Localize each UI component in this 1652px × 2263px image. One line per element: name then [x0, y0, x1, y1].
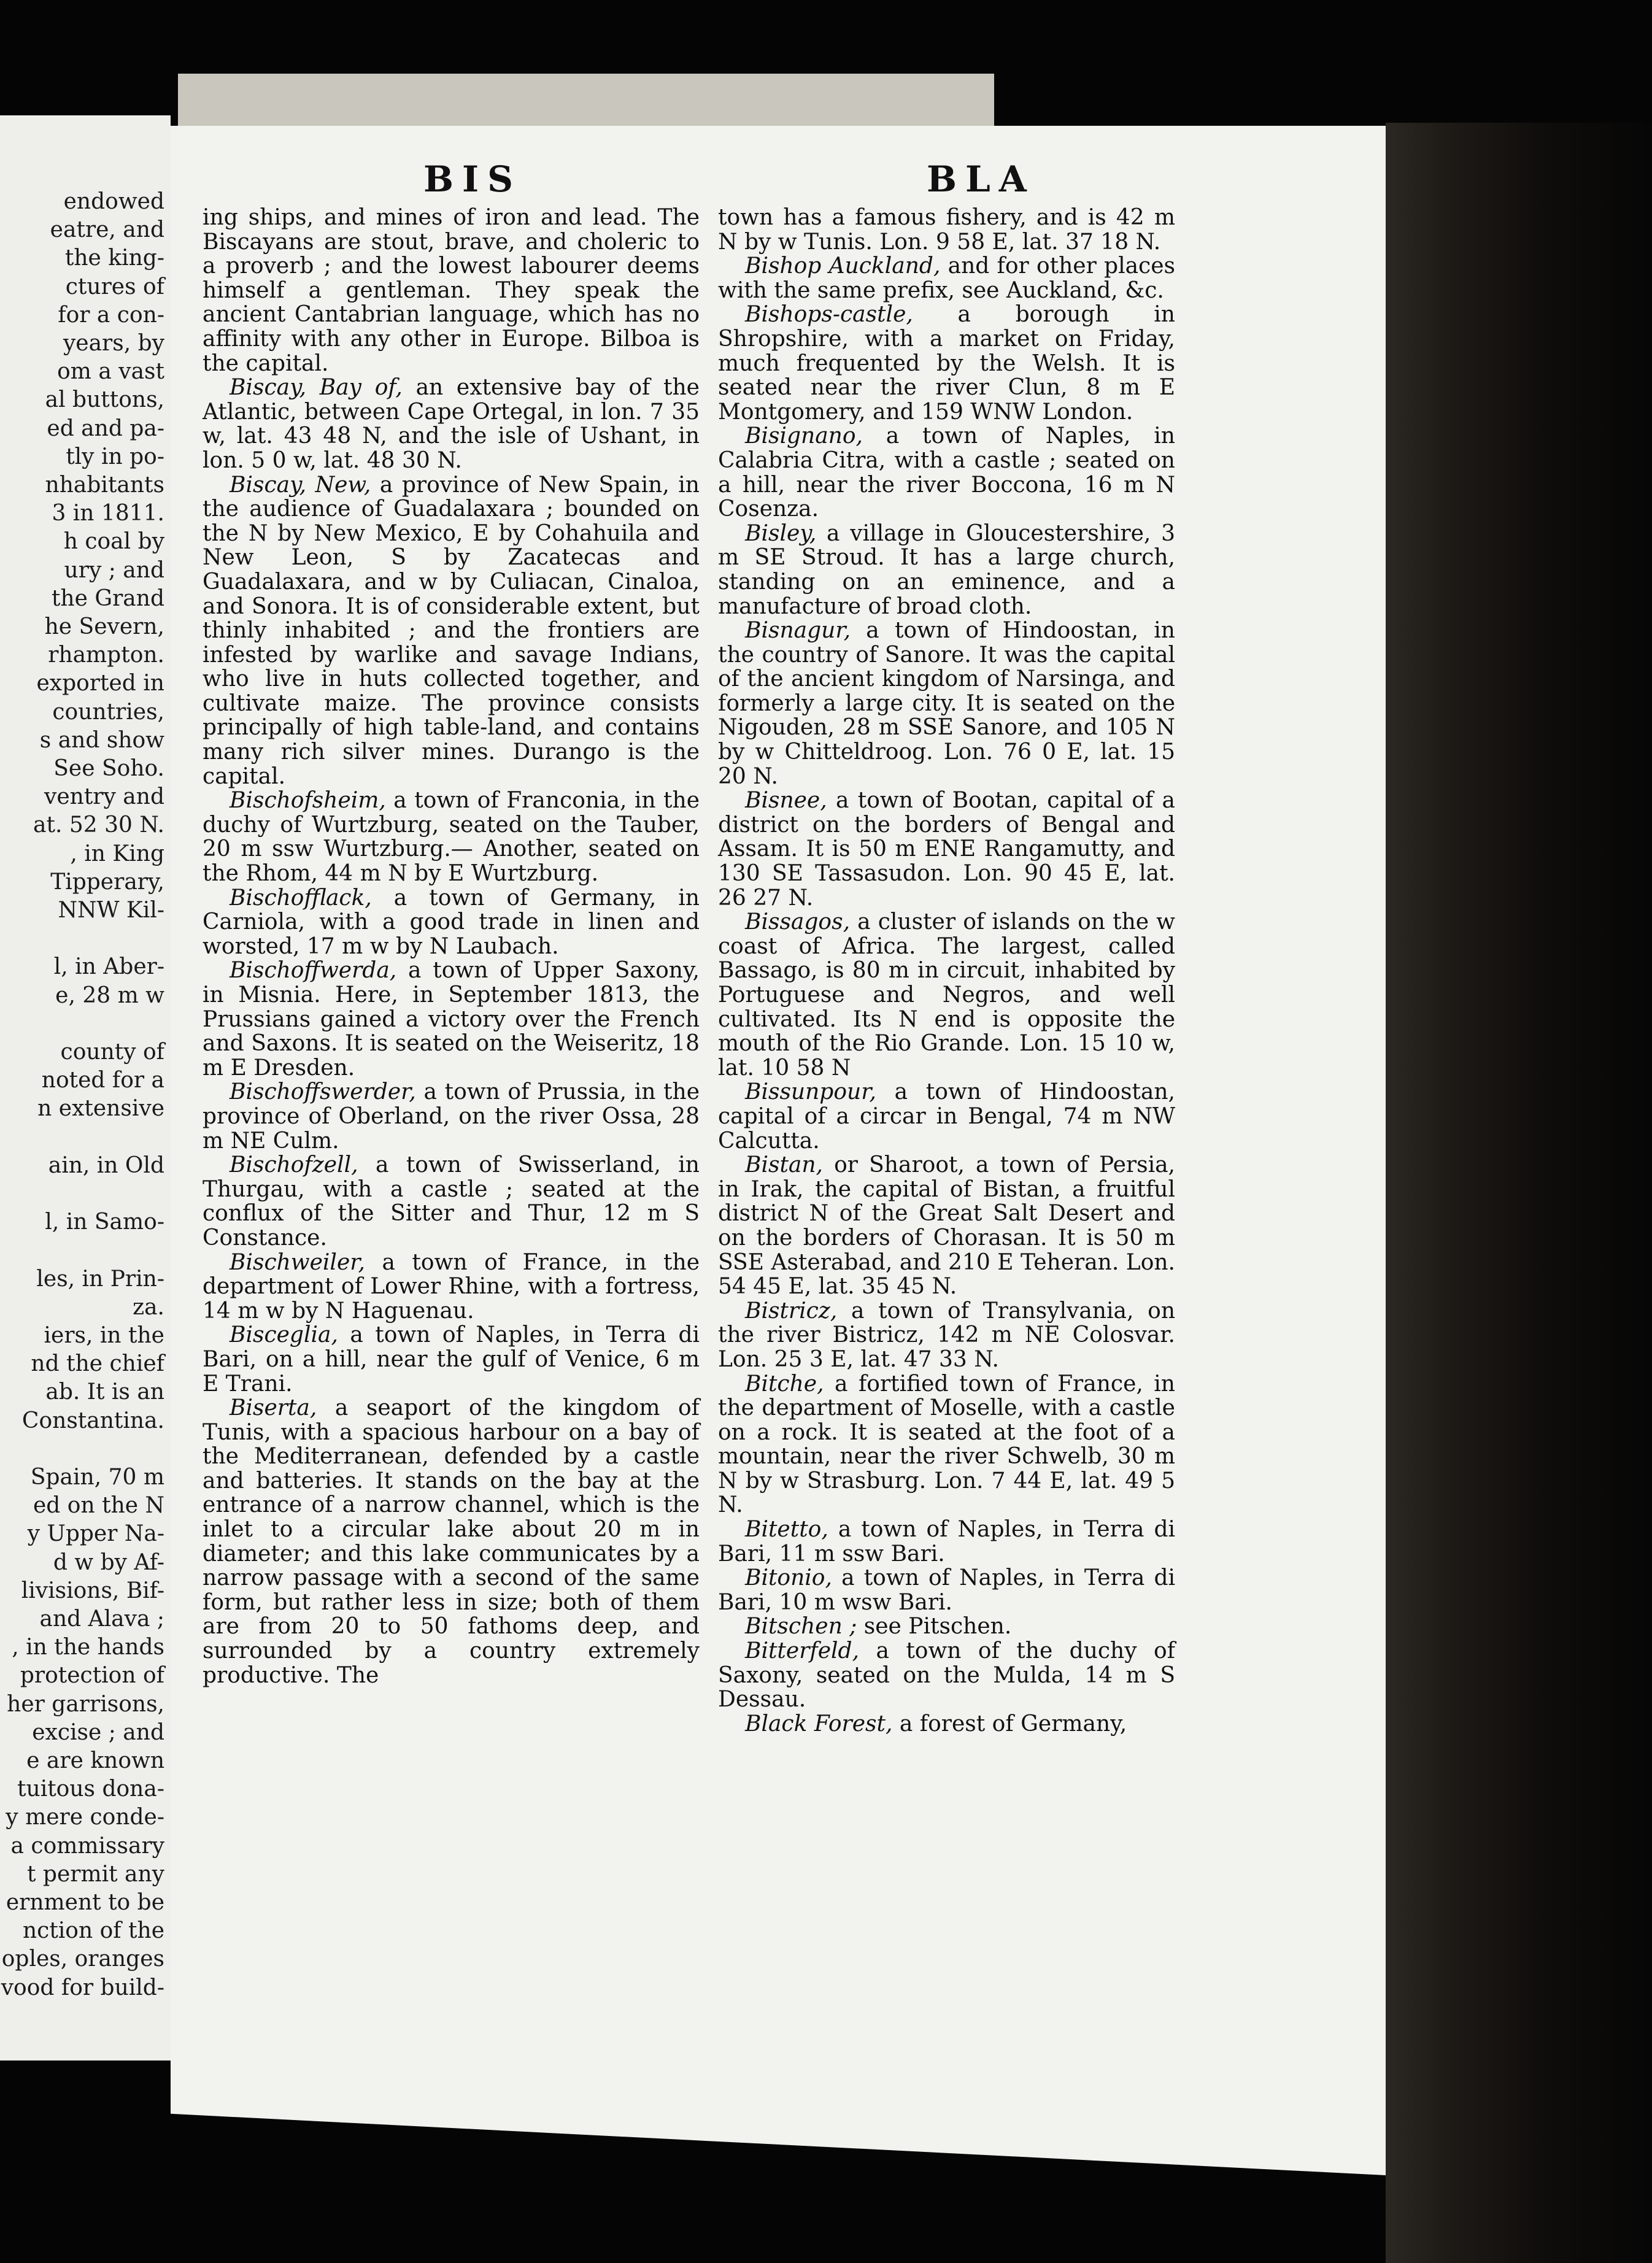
entry-text: and for other places with the same prefix, see Auckland, &c. — [718, 253, 1175, 303]
entry-headword: Bischweiler, — [230, 1249, 365, 1275]
left-page-line: s and show — [39, 727, 164, 753]
left-page-line: za. — [133, 1294, 164, 1320]
entry-text: a town of Naples, in Terra di Bari, 11 m ssw Bari. — [718, 1517, 1175, 1567]
entry-text: a forest of Germany, — [892, 1711, 1127, 1737]
entry-text: a town of the duchy of Saxony, seated on the Mulda, 14 m S Dessau. — [718, 1638, 1175, 1713]
left-page-line: e are known — [26, 1748, 164, 1773]
entry — [718, 1566, 1175, 1614]
left-page-line: nction of the — [22, 1918, 164, 1944]
entry-text: a town of France, in the department of Lower Rhine, with a fortress, 14 m w by N Haguenau. — [203, 1249, 700, 1324]
entry — [203, 886, 700, 959]
left-page-line: ury ; and — [64, 557, 164, 583]
entry-headword: Biscay, New, — [230, 472, 371, 498]
entry-text: a borough in Shropshire, with a market on Friday, much frequented by the Welsh. It is seated near the river Clun, 8 m E Montgomery, and 159 WNW London. — [718, 302, 1175, 425]
entry-headword: Bisnagur, — [745, 618, 851, 644]
entry-text: a town of Upper Saxony, in Misnia. Here, in September 1813, the Prussians gained a victory over the French and Saxons. It is seated on the Weiseritz, 18 m E Dresden. — [203, 958, 700, 1081]
entry-text: a town of Naples, in Calabria Citra, with a castle ; seated on a hill, near the river Boccona, 16 m N Cosenza. — [718, 423, 1175, 522]
entry-headword: Biscay, Bay of, — [230, 375, 403, 401]
entry — [203, 788, 700, 885]
left-page-line: tuitous dona- — [17, 1776, 164, 1802]
left-page-line: Tipperary, — [50, 869, 164, 895]
left-page-line: t permit any — [26, 1861, 164, 1887]
entry-text: or Sharoot, a town of Persia, in Irak, the capital of Bistan, a fruitful district N of the Great Salt Desert and on the borders of Chorasan. It is 50 m SSE Asterabad, and 210 E Teheran. Lon. 54 45 E, lat. 35 45 N. — [718, 1152, 1175, 1300]
entry — [203, 1323, 700, 1396]
left-page-line: iers, in the — [44, 1323, 164, 1348]
left-page-line: county of — [60, 1039, 164, 1065]
entry — [718, 1614, 1175, 1639]
entry — [203, 473, 700, 789]
entry-text: a town of Prussia, in the province of Oberland, on the river Ossa, 28 m NE Culm. — [203, 1079, 700, 1154]
left-page-line: y mere conde- — [6, 1805, 164, 1830]
entry-text: a town of Hindoostan, in the country of Sanore. It was the capital of the ancient kingdom of Narsinga, and formerly a large city. It is seated on the Nigouden, 28 m SSE Sanore, and 105 N by w Chitteldroog. Lon. 76 0 E, lat. 15 20 N. — [718, 618, 1175, 789]
entry-headword: Bishops-castle, — [745, 302, 913, 328]
left-page-line: Spain, 70 m — [30, 1465, 164, 1490]
entry — [203, 376, 700, 472]
entry-headword: Bischoffswerder, — [230, 1079, 416, 1105]
entry-headword: Bissagos, — [745, 909, 851, 935]
entry-text: a town of Naples, in Terra di Bari, on a hill, near the gulf of Venice, 6 m E Trani. — [203, 1322, 700, 1397]
entry-headword: Black Forest, — [745, 1711, 893, 1737]
left-page-line: protection of — [20, 1663, 164, 1689]
left-page-line: and Alava ; — [39, 1606, 164, 1632]
entry-text: a town of Franconia, in the duchy of Wurtzburg, seated on the Tauber, 20 m ssw Wurtzburg.— Another, seated on the Rhom, 44 m N by E Wurtzburg. — [203, 788, 700, 887]
left-page-line: tly in po- — [66, 444, 164, 469]
left-page-line: , in King — [70, 841, 164, 866]
left-page-line: ed on the N — [33, 1493, 164, 1519]
left-page-line: nhabitants — [45, 472, 164, 498]
entry — [718, 1712, 1175, 1737]
left-page-line: livisions, Bif- — [21, 1578, 164, 1603]
left-page-line: at. 52 30 N. — [33, 812, 164, 838]
entry — [203, 1153, 700, 1250]
entry-headword: Biserta, — [230, 1395, 317, 1421]
left-page-line: ed and pa- — [47, 415, 164, 441]
entry — [718, 206, 1175, 254]
left-page-line: years, by — [63, 331, 164, 356]
entry-text: a town of Transylvania, on the river Bistricz, 142 m NE Colosvar. Lon. 25 3 E, lat. 47 33 N. — [718, 1298, 1175, 1372]
entry-text: a town of Swisserland, in Thurgau, with a castle ; seated at the conflux of the Sitter and Thur, 12 m S Constance. — [203, 1152, 700, 1251]
left-page-line: rhampton. — [48, 642, 164, 668]
left-page-line: the king- — [64, 245, 164, 271]
entry-headword: Bisceglia, — [230, 1322, 338, 1348]
left-page-line: les, in Prin- — [36, 1266, 164, 1292]
entry-headword: Bisignano, — [745, 423, 863, 449]
entry-text: a province of New Spain, in the audience of Guadalaxara ; bounded on the N by New Mexico, E by Cohahuila and New Leon, S by Zacatecas and Guadalaxara, and w by Culiacan, Cinaloa, and Sonora. It is of considerable extent, but thinly inhabited ; and the frontiers are infested by warlike and savage Indians, who live in huts collected together, and cultivate maize. The province consists principally of high table-land, and contains many rich silver mines. Durango is the capital. — [203, 472, 700, 789]
left-page-line: ab. It is an — [45, 1379, 164, 1405]
entry-headword: Bischofflack, — [230, 885, 372, 911]
entry-text: a town of Bootan, capital of a district on the borders of Bengal and Assam. It is 50 m ENE Rangamutty, and 130 SE Tassasudon. Lon. 90 45 E, lat. 26 27 N. — [718, 788, 1175, 911]
left-page-line: endowed — [63, 189, 164, 214]
left-page-line: ctures of — [65, 274, 164, 299]
left-page-line: her garrisons, — [7, 1691, 164, 1717]
left-page-line: , in the hands — [12, 1635, 164, 1660]
left-page-line: h coal by — [63, 529, 164, 555]
left-page-line: ventry and — [44, 784, 164, 810]
left-page-line: vood for build- — [1, 1975, 164, 2000]
entry-text: a town of Naples, in Terra di Bari, 10 m wsw Bari. — [718, 1565, 1175, 1615]
entry — [718, 788, 1175, 910]
left-page-line: al buttons, — [45, 387, 164, 413]
left-page-line: he Severn, — [44, 614, 164, 639]
left-page-line: l, in Aber- — [53, 954, 164, 980]
entry-headword: Bitschen ; — [745, 1614, 857, 1640]
left-page-line: e, 28 m w — [55, 982, 164, 1008]
entry-headword: Bitche, — [745, 1371, 824, 1397]
left-page-line: countries, — [52, 699, 164, 725]
left-page-line: a commissary — [10, 1833, 164, 1859]
running-header-left: BIS — [423, 158, 522, 200]
left-page-line: 3 in 1811. — [52, 501, 164, 526]
entry — [203, 1080, 700, 1153]
left-page-line: nd the chief — [31, 1351, 164, 1377]
entry — [718, 1639, 1175, 1712]
entry-text: a cluster of islands on the w coast of Africa. The largest, called Bassago, is 80 m in circuit, inhabited by Portuguese and Negros, and well cultivated. Its N end is opposite the mouth of the Rio Grande. Lon. 15 10 w, lat. 10 58 N — [718, 909, 1175, 1081]
entry — [718, 910, 1175, 1080]
entry-headword: Bisnee, — [745, 788, 827, 814]
entry-text: see Pitschen. — [857, 1614, 1012, 1640]
left-page-line: noted for a — [41, 1068, 164, 1093]
left-page-line: NNW Kil- — [58, 898, 164, 923]
left-page-line: l, in Samo- — [45, 1209, 164, 1235]
entry-text: an extensive bay of the Atlantic, between Cape Ortegal, in lon. 7 35 w, lat. 43 48 N, and the isle of Ushant, in lon. 5 0 w, lat. 48 30 N. — [203, 375, 700, 473]
entry — [718, 1517, 1175, 1566]
entry-headword: Bitonio, — [745, 1565, 832, 1591]
entry-text: town has a famous fishery, and is 42 m N by w Tunis. Lon. 9 58 E, lat. 37 18 N. — [718, 205, 1175, 255]
left-column — [203, 206, 700, 1687]
left-page-line: for a con- — [58, 302, 164, 328]
entry-headword: Bitetto, — [745, 1517, 828, 1543]
entry-text: a fortified town of France, in the department of Moselle, with a castle on a rock. It is seated at the foot of a mountain, near the river Schwelb, 30 m N by w Strasburg. Lon. 7 44 E, lat. 49 5 N. — [718, 1371, 1175, 1518]
entry — [718, 1372, 1175, 1518]
entry-text: ing ships, and mines of iron and lead. The Biscayans are stout, brave, and choleric to a proverb ; and the lowest labourer deems himself a gentleman. They speak the ancient Cantabrian language, which has no affinity with any other in Europe. Bilboa is the capital. — [203, 205, 700, 376]
left-page-line: n extensive — [37, 1096, 164, 1122]
entry — [718, 254, 1175, 303]
left-page-line: d w by Af- — [53, 1549, 164, 1575]
entry-text: a town of Germany, in Carniola, with a good trade in linen and worsted, 17 m w by N Laubach. — [203, 885, 700, 959]
left-page-line: ernment to be — [6, 1890, 164, 1915]
left-page-line: ain, in Old — [48, 1152, 164, 1178]
entry-headword: Bistan, — [745, 1152, 824, 1178]
left-page-line: y Upper Na- — [27, 1521, 164, 1547]
entry-headword: Bischofsheim, — [230, 788, 386, 814]
left-page-line: om a vast — [57, 359, 164, 385]
entry-headword: Bischofzell, — [230, 1152, 358, 1178]
entry — [718, 1080, 1175, 1153]
entry — [718, 303, 1175, 424]
entry-text: a village in Gloucestershire, 3 m SE Stroud. It has a large church, standing on an eminence, and a manufacture of broad cloth. — [718, 520, 1175, 619]
left-page-line: the Grand — [51, 585, 164, 611]
left-page-line: excise ; and — [32, 1719, 164, 1745]
entry-headword: Bishop Auckland, — [745, 253, 941, 279]
entry — [718, 619, 1175, 788]
left-page-line: Constantina. — [21, 1408, 164, 1433]
left-page-line: eatre, and — [50, 217, 164, 243]
left-page-line: exported in — [36, 671, 164, 696]
book-edge — [1386, 123, 1652, 2263]
right-column — [718, 206, 1175, 1736]
running-header-right: BLA — [927, 158, 1035, 200]
entry-headword: Bischoffwerda, — [230, 958, 397, 984]
entry — [203, 958, 700, 1080]
entry-headword: Bistricz, — [745, 1298, 838, 1324]
entry-headword: Bisley, — [745, 520, 817, 546]
entry-headword: Bitterfeld, — [745, 1638, 860, 1664]
entry — [718, 1153, 1175, 1299]
entry — [203, 1251, 700, 1324]
entry-headword: Bissunpour, — [745, 1079, 876, 1105]
left-page-line: See Soho. — [53, 756, 164, 781]
left-page-line: oples, oranges — [1, 1946, 164, 1972]
entry — [718, 522, 1175, 619]
entry — [203, 1396, 700, 1687]
entry-text: a seaport of the kingdom of Tunis, with a spacious harbour on a bay of the Mediterranean, defended by a castle and batteries. It stands on the bay at the entrance of a narrow channel, which is the inlet to a circular lake about 20 m in diameter; and this lake communicates by a narrow passage with a second of the same form, but rather less in size; both of them are from 20 to 50 fathoms deep, and surrounded by a country extremely productive. The — [203, 1395, 700, 1688]
left-page-fragment — [0, 115, 171, 2061]
entry-text: a town of Hindoostan, capital of a circar in Bengal, 74 m NW Calcutta. — [718, 1079, 1175, 1154]
entry — [203, 206, 700, 376]
entry — [718, 1299, 1175, 1372]
entry — [718, 424, 1175, 521]
